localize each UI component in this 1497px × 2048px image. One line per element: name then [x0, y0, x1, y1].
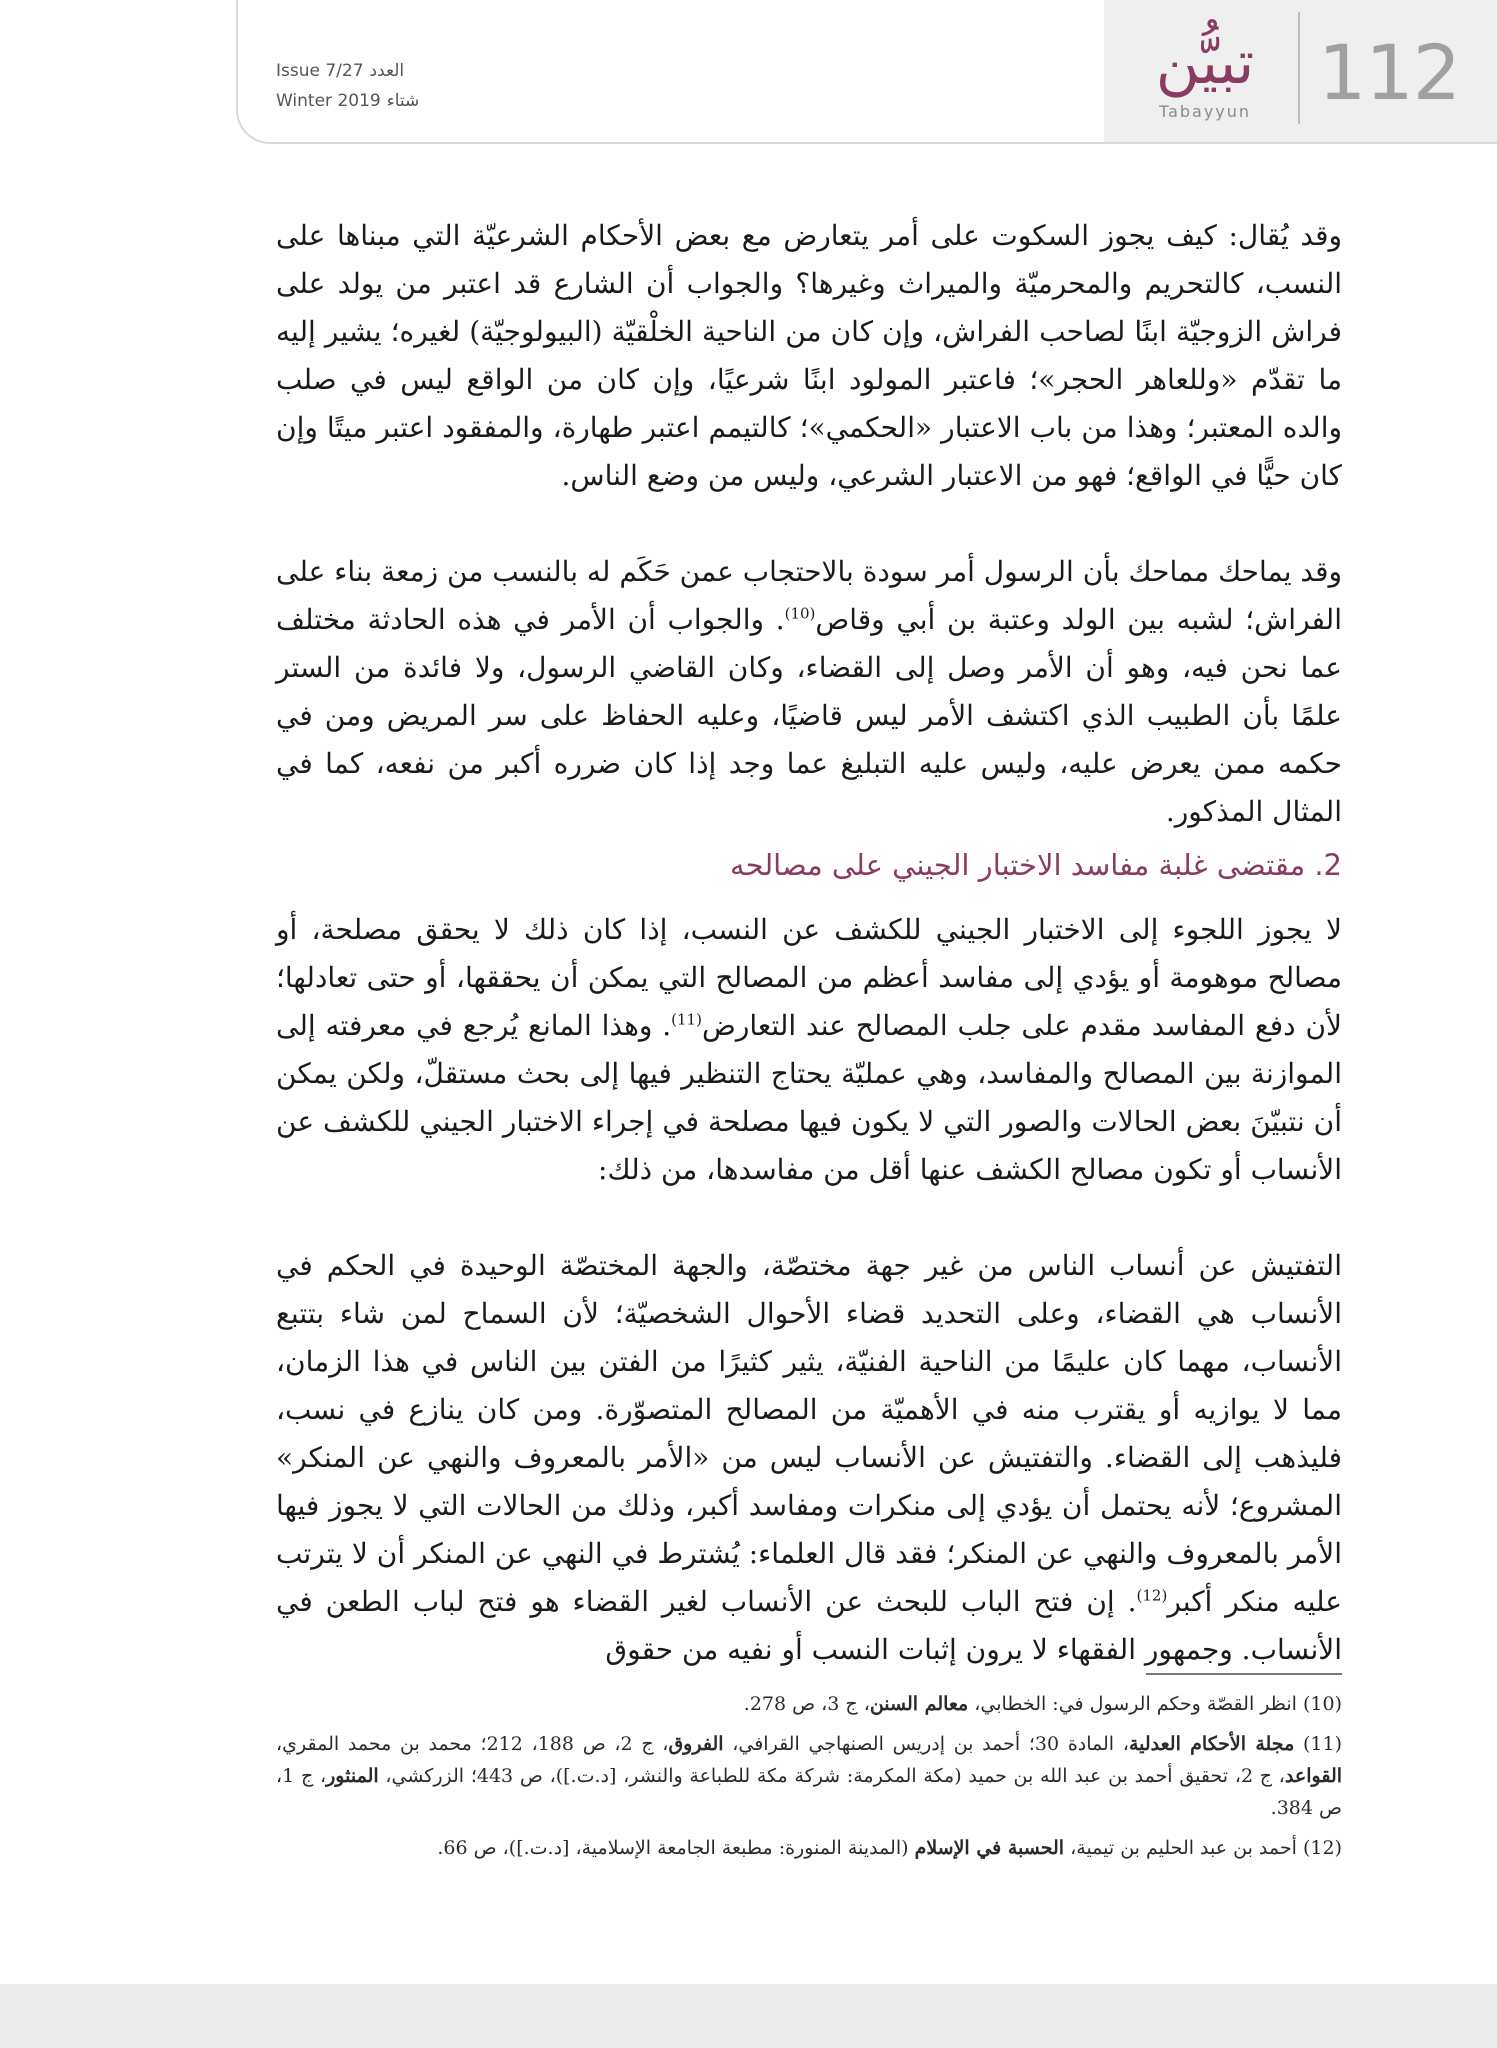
footnote-text: (المدينة المنورة: مطبعة الجامعة الإسلامية، [د.ت.])، ص 66.	[437, 1837, 909, 1859]
page-number: 112	[1318, 28, 1461, 117]
season-label-latin: Winter 2019	[276, 91, 381, 111]
paragraph-text: . إن فتح الباب للبحث عن الأنساب لغير القضاء هو فتح لباب الطعن في الأنساب. وجمهور الفقهاء لا يرون إثبات النسب أو نفيه من حقوق	[276, 1585, 1342, 1666]
footnote-reference[interactable]: (11)	[671, 1010, 702, 1029]
footnote-title: المنثور	[326, 1765, 379, 1787]
journal-logo-latin: Tabayyun	[1158, 102, 1252, 121]
footnote-title: القواعد	[1284, 1765, 1343, 1787]
body-paragraph	[276, 1242, 1342, 1674]
footnote-number: (12)	[1302, 1837, 1342, 1859]
footnote-text: ، ج 3، ص 278.	[743, 1693, 870, 1715]
footnote-number: (11)	[1302, 1733, 1343, 1755]
footnote-text: أحمد بن عبد الحليم بن تيمية،	[1070, 1837, 1297, 1859]
journal-logo-arabic: تبيُّن	[1155, 28, 1255, 98]
footnote-text: انظر القصّة وحكم الرسول في: الخطابي،	[974, 1693, 1297, 1715]
season-label	[276, 88, 436, 114]
page-footer-band	[0, 1984, 1497, 2048]
footnote-11	[276, 1728, 1342, 1824]
footnote-text: ، ج 2، ص 188، 212؛ محمد بن محمد المقري،	[276, 1733, 669, 1755]
body-paragraph	[276, 906, 1342, 1194]
footnote-12	[276, 1832, 1342, 1864]
body-paragraph: وقد يُقال: كيف يجوز السكوت على أمر يتعارض مع بعض الأحكام الشرعيّة التي مبناها على النسب، كالتحريم والمحرميّة والميراث وغيرها؟ والجواب أن الشارع قد اعتبر من يولد على فراش الزوجيّة ابنًا لصاحب الفراش، وإن كان من الناحية الخلْقيّة (البيولوجيّة) لغيره؛ يشير إليه ما تقدّم «وللعاهر الحجر»؛ فاعتبر المولود ابنًا شرعيًا، وإن كان من الواقع ليس في صلب والده المعتبر؛ وهذا من باب الاعتبار «الحكمي»؛ كالتيمم اعتبر طهارة، والمفقود اعتبر ميتًا وإن كان حيًّا في الواقع؛ فهو من الاعتبار الشرعي، وليس من وضع الناس.	[276, 219, 1343, 492]
paragraph-text: التفتيش عن أنساب الناس من غير جهة مختصّة، والجهة المختصّة الوحيدة في الحكم في الأنساب هي القضاء، وعلى التحديد قضاء الأحوال الشخصيّة؛ لأن السماح لمن شاء بتتبع الأنساب، مهما كان عليمًا من الناحية الفنيّة، يثير كثيرًا من الفتن بين الناس في هذا الزمان، مما لا يوازيه أو يقترب منه في الأهميّة من المصالح المتصوّرة. ومن كان ينازع في نسب، فليذهب إلى القضاء. والتفتيش عن الأنساب ليس من «الأمر بالمعروف والنهي عن المنكر» المشروع؛ لأنه يحتمل أن يؤدي إلى منكرات ومفاسد أكبر، وذلك من الحالات التي لا يجوز فيها الأمر بالمعروف والنهي عن المنكر؛ فقد قال العلماء: يُشترط في النهي عن المنكر أن لا يترتب عليه منكر أكبر	[276, 1249, 1342, 1618]
body-paragraph	[276, 548, 1342, 836]
footnote-title: مجلة الأحكام العدلية	[1128, 1733, 1295, 1755]
footnote-separator	[1146, 1673, 1342, 1675]
footnote-text: ، ج 1، ص 384.	[276, 1765, 1342, 1819]
issue-label	[276, 58, 436, 84]
footnote-title: الفروق	[668, 1733, 724, 1755]
paragraph-text: . والجواب أن الأمر في هذه الحادثة مختلف عما نحن فيه، وهو أن الأمر وصل إلى القضاء، وكان القاضي الرسول، ولا فائدة من الستر علمًا بأن الطبيب الذي اكتشف الأمر ليس قاضيًا، وعليه الحفاظ على سر المريض ومن في حكمه ممن يعرض عليه، وليس عليه التبليغ عما وجد إذا كان ضرره أكبر من نفعه، كما في المثال المذكور.	[276, 603, 1342, 828]
issue-label-arabic: العدد	[369, 61, 405, 81]
footnote-reference[interactable]: (10)	[784, 604, 816, 623]
paragraph-text: . وهذا المانع يُرجع في معرفته إلى الموازنة بين المصالح والمفاسد، وهي عمليّة يحتاج التنظير فيها إلى بحث مستقلّ، ولكن يمكن أن نتبيّنَ بعض الحالات والصور التي لا يكون فيها مصلحة في إجراء الاختبار الجيني للكشف عن الأنساب أو تكون مصالح الكشف عنها أقل من مفاسدها، من ذلك:	[276, 1009, 1342, 1186]
footnote-text: ، ج 2، تحقيق أحمد بن عبد الله بن حميد (مكة المكرمة: شركة مكة للطباعة والنشر، [د.ت.])، ص 443؛ الزركشي،	[385, 1765, 1285, 1787]
footnote-number: (10)	[1302, 1693, 1342, 1715]
issue-label-latin: Issue 7/27	[276, 61, 364, 81]
footnote-10	[276, 1688, 1342, 1720]
paragraph-text: وقد يماحك مماحك بأن الرسول أمر سودة بالاحتجاب عمن حَكَم له بالنسب من زمعة بناء على الفراش؛ لشبه بين الولد وعتبة بن أبي وقاص	[276, 555, 1342, 636]
paragraph-text: لا يجوز اللجوء إلى الاختبار الجيني للكشف عن النسب، إذا كان ذلك لا يحقق مصلحة، أو مصالح موهومة أو يؤدي إلى مفاسد أعظم من المصالح التي يمكن أن يحققها، أو حتى تعادلها؛ لأن دفع المفاسد مقدم على جلب المصالح عند التعارض	[276, 913, 1342, 1042]
footnote-text: ، المادة 30؛ أحمد بن إدريس الصنهاجي القرافي،	[732, 1733, 1129, 1755]
footnote-reference[interactable]: (12)	[1136, 1586, 1168, 1605]
season-label-arabic: شتاء	[386, 91, 420, 111]
footnotes	[276, 1688, 1342, 1872]
header-divider	[1298, 12, 1300, 124]
footnote-title: الحسبة في الإسلام	[914, 1837, 1065, 1859]
footnote-title: معالم السنن	[869, 1693, 969, 1715]
section-heading: 2. مقتضى غلبة مفاسد الاختبار الجيني على مصالحه	[730, 848, 1342, 882]
